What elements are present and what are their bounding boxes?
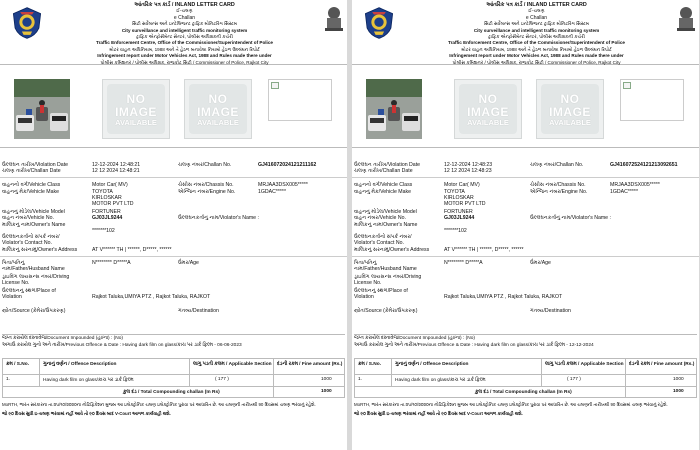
national-emblem-icon xyxy=(323,6,345,34)
row-description: Having dark film on glass/કાચ પર ડાર્ક ફિલ્મ xyxy=(395,378,486,383)
source-label: સ્ત્રોત/Source (કેમેરા/ઉપકરણ) xyxy=(354,308,418,314)
table-header-description: ગુનાનું વર્ણન / Offence Description xyxy=(43,362,117,367)
vehicle-make-line: KIRLOSKAR xyxy=(444,195,474,201)
engine-no-value: 1GDAC***** xyxy=(258,189,286,195)
vehicle-make-line: MOTOR PVT LTD xyxy=(92,201,134,207)
previous-offence: અગાઉ કરાયેલ ગુનો અને તારીખ/Previous Offence & Date : Having dark film on glass/કાચ પર ડાર્ક ફિલ્મ - 06-06-2023 xyxy=(2,343,242,348)
chassis-no-label: ચેસીસ નંબર/Chassis No. xyxy=(530,182,586,188)
row-sno: 1. xyxy=(6,377,11,382)
challan-details xyxy=(352,148,699,334)
total-fine: 1000 xyxy=(673,389,684,394)
no-image-text: NO xyxy=(126,92,146,106)
challan-date-value: 12 12 2024 12:48:21 xyxy=(92,168,140,174)
chassis-no-value: MRJAA3DSX005***** xyxy=(610,182,660,188)
vehicle-model-value: FORTUNER xyxy=(444,209,473,215)
no-image-text: AVAILABLE xyxy=(549,118,591,127)
no-image-text: NO xyxy=(478,92,498,106)
challan-no-label: ચલણ નંબર/Challan No. xyxy=(178,162,232,168)
father-name-value: N******** D*****A xyxy=(92,260,131,266)
previous-offence: અગાઉ કરાયેલ ગુનો અને તારીખ/Previous Offence & Date : Having dark film on glass/કાચ પર ડાર્ક ફિલ્મ - 12-12-2024 xyxy=(354,343,594,348)
license-no-label: ડ્રાઇવિંગ લાયસન્સ નંબર/Driving License No. xyxy=(354,274,422,286)
owner-name-value: *******102 xyxy=(92,228,115,234)
header-line: Traffic Enforcement Centre, Office of the Commissioner/Superintendent of Police xyxy=(96,40,273,46)
no-image-text: NO xyxy=(560,92,580,106)
table-header-row xyxy=(354,358,697,375)
header-line: આંતરિક પત્ર કાર્ડ / INLAND LETTER CARD xyxy=(486,2,587,8)
total-label: કુલ દંડ / Total Compounding challan (In Rs) xyxy=(475,390,572,395)
evidence-photos xyxy=(0,65,347,148)
violator-name-label: ઉલ્લંઘનકર્તાનું નામ/Violator's Name : xyxy=(178,215,259,221)
destination-label: ગંતવ્ય/Destination xyxy=(530,308,571,314)
header-line: City surveillance and intelligent traffic monitoring system xyxy=(473,27,600,33)
violation-date-label: ઉલ્લંઘન તારીખ/Violation Date xyxy=(2,162,69,168)
vehicle-class-value: Motor Car( MV) xyxy=(444,182,480,188)
vehicle-no-label: વાહન નંબર/Vehicle No. xyxy=(2,215,54,221)
vehicle-model-label: વાહનનું મોડેલ/Vehicle Model xyxy=(2,209,65,215)
vehicle-class-value: Motor Car( MV) xyxy=(92,182,128,188)
violation-date-value: 12-12-2024 12:48:23 xyxy=(444,162,493,168)
table-header-fine: દંડની રકમ / Fine amount (Rs.) xyxy=(629,362,695,367)
challan-no-value: GJ416072524121213092651 xyxy=(610,162,678,168)
no-image-placeholder xyxy=(102,79,170,139)
no-image-text: IMAGE xyxy=(467,105,509,119)
police-emblem-icon xyxy=(362,6,396,40)
header-line: પોલીસ કમિશનર / પોલીસ અધિક્ષક, રાજકોટ સિટી / Commissioner of Police, Rajkot City xyxy=(452,59,621,65)
challan-header xyxy=(352,0,699,65)
source-label: સ્ત્રોત/Source (કેમેરા/ઉપકરણ) xyxy=(2,308,66,314)
destination-label: ગંતવ્ય/Destination xyxy=(178,308,219,314)
violation-date-value: 12-12-2024 12:48:21 xyxy=(92,162,141,168)
challan-header xyxy=(0,0,347,65)
header-line: ટ્રાફિક એન્ફોર્સમેન્ટ સેન્ટર, પોલીસ અધિક્ષકની કચેરી xyxy=(488,34,585,40)
footer-notes xyxy=(354,402,697,420)
violator-contact-label: ઉલ્લંઘનકર્તાનો સંપર્ક નંબર/ Violator's Contact No. xyxy=(2,234,60,246)
no-image-placeholder xyxy=(184,79,252,139)
evidence-photos xyxy=(352,65,699,148)
header-line: Infringement report under Motor Vehicles Act, 1988 and Rules made there under xyxy=(449,53,624,59)
impound-section xyxy=(2,334,345,357)
engine-no-label: એન્જિન નંબર/Engine No. xyxy=(530,189,588,195)
engine-no-value: 1GDAC***** xyxy=(610,189,638,195)
challan-sheet-right xyxy=(352,0,699,450)
no-image-text: AVAILABLE xyxy=(467,118,509,127)
no-image-text: IMAGE xyxy=(197,105,239,119)
footer-note-morth: MoRTH, ભારત સરકારના તા.૨૫/૧૦/૨૦૨૦ના નોટિફિકેશન મુજબ આ ઇલેક્ટ્રોનિક ચલણ ઇલેક્ટ્રોનિક પુરાવા પર આધારિત છે. આ ચલણની તારીખથી 90 દિવસમાં ચલણ ભરવાનું રહેશે. xyxy=(354,402,668,407)
header-text-block xyxy=(400,2,673,66)
father-name-value: N******** D*****A xyxy=(444,260,483,266)
document-impounded: જપ્ત કરાયેલ દસ્તાવેજ/Document Impounded (હા/ના) : (No) xyxy=(2,336,123,341)
table-total-row xyxy=(354,387,697,398)
vehicle-make-line: MOTOR PVT LTD xyxy=(444,201,486,207)
challan-details xyxy=(0,148,347,334)
row-fine: 1000 xyxy=(321,377,332,382)
table-header-row xyxy=(2,358,345,375)
header-line: ટ્રાફિક એન્ફોર્સમેન્ટ સેન્ટર, પોલીસ અધિક્ષકની કચેરી xyxy=(136,34,233,40)
violator-contact-label: ઉલ્લંઘનકર્તાનો સંપર્ક નંબર/ Violator's Contact No. xyxy=(354,234,412,246)
place-label: ઉલ્લંઘનનું સ્થળ/Place of Violation xyxy=(2,288,56,300)
header-line: ઈ-ચલણ xyxy=(176,8,193,14)
vehicle-make-line: TOYOTA xyxy=(92,189,113,195)
violation-date-label: ઉલ્લંઘન તારીખ/Violation Date xyxy=(354,162,421,168)
header-line: Traffic Enforcement Centre, Office of the Commissioner/Superintendent of Police xyxy=(448,40,625,46)
license-no-label: ડ્રાઇવિંગ લાયસન્સ નંબર/Driving License No. xyxy=(2,274,70,286)
vehicle-model-value: FORTUNER xyxy=(92,209,121,215)
no-image-text: AVAILABLE xyxy=(115,118,157,127)
table-row xyxy=(354,375,697,387)
engine-no-label: એન્જિન નંબર/Engine No. xyxy=(178,189,236,195)
row-sno: 1. xyxy=(358,377,363,382)
document-impounded: જપ્ત કરાયેલ દસ્તાવેજ/Document Impounded (હા/ના) : (No) xyxy=(354,336,475,341)
violation-photo[interactable] xyxy=(14,79,70,139)
header-line: પોલીસ કમિશનર / પોલીસ અધિક્ષક, રાજકોટ સિટી / Commissioner of Police, Rajkot City xyxy=(100,59,269,65)
owner-address-value: AT V****** TH | ******, D*****, ****** xyxy=(444,247,524,253)
table-row xyxy=(2,375,345,387)
no-image-placeholder xyxy=(536,79,604,139)
row-section: ( 177 ) xyxy=(567,377,581,382)
no-image-text: NO xyxy=(208,92,228,106)
broken-image-icon xyxy=(268,79,332,121)
no-image-text: IMAGE xyxy=(115,105,157,119)
vehicle-no-value: GJ03JL9244 xyxy=(92,215,123,221)
place-value: Rajkot Taluka,UMIYA PTZ , Rajkot Taluka, RAJKOT xyxy=(444,294,563,300)
vehicle-model-label: વાહનનું મોડેલ/Vehicle Model xyxy=(354,209,417,215)
table-total-row xyxy=(2,387,345,398)
table-header-sno: ક્રમ / S.No. xyxy=(358,362,382,367)
challan-date-label: ચલણ તારીખ/Challan Date xyxy=(354,168,413,174)
total-fine: 1000 xyxy=(321,389,332,394)
table-header-fine: દંડની રકમ / Fine amount (Rs.) xyxy=(277,362,343,367)
row-fine: 1000 xyxy=(673,377,684,382)
header-line: e Challan xyxy=(173,14,196,21)
vehicle-make-label: વાહનનું મેક/Vehicle Make xyxy=(354,189,411,195)
footer-notes xyxy=(2,402,345,420)
challan-date-value: 12 12 2024 12:48:23 xyxy=(444,168,492,174)
footer-note-morth: MoRTH, ભારત સરકારના તા.૨૫/૧૦/૨૦૨૦ના નોટિફિકેશન મુજબ આ ઇલેક્ટ્રોનિક ચલણ ઇલેક્ટ્રોનિક પુરાવા પર આધારિત છે. આ ચલણની તારીખથી 90 દિવસમાં ચલણ ભરવાનું રહેશે. xyxy=(2,402,316,407)
vehicle-make-line: TOYOTA xyxy=(444,189,465,195)
header-line: e Challan xyxy=(525,14,548,21)
place-label: ઉલ્લંઘનનું સ્થળ/Place of Violation xyxy=(354,288,408,300)
no-image-text: AVAILABLE xyxy=(197,118,239,127)
footer-note-vcourt: જો ૯૦ દિવસ સુધી ઇ-ચલણ ભરવામાં નહીં આવે તો ૯૦ દિવસ બાદ V-Court આગળ કાર્યવાહી થશે. xyxy=(354,410,523,416)
no-image-text: IMAGE xyxy=(549,105,591,119)
challan-no-value: GJ416072024121211162 xyxy=(258,162,317,168)
owner-name-label: માલિકનું નામ/Owner's Name xyxy=(354,222,418,228)
owner-address-label: માલિકનું સરનામું/Owner's Address xyxy=(354,247,430,253)
vehicle-make-line: KIRLOSKAR xyxy=(92,195,122,201)
table-header-sno: ક્રમ / S.No. xyxy=(6,362,30,367)
police-emblem-icon xyxy=(10,6,44,40)
place-value: Rajkot Taluka,UMIYA PTZ , Rajkot Taluka, RAJKOT xyxy=(92,294,211,300)
broken-image-icon xyxy=(620,79,684,121)
header-line: Infringement report under Motor Vehicles Act, 1988 and Rules made there under xyxy=(97,53,272,59)
vehicle-class-label: વાહનનો વર્ગ/Vehicle Class xyxy=(2,182,61,188)
header-line: આંતરિક પત્ર કાર્ડ / INLAND LETTER CARD xyxy=(134,2,235,8)
offence-table xyxy=(2,358,345,398)
challan-sheet-left xyxy=(0,0,347,450)
vehicle-no-value: GJ03JL9244 xyxy=(444,215,475,221)
table-header-section: લાગુ પડતી કલમ / Applicable Section xyxy=(545,362,624,367)
father-name-label: પિતા/પતિનું નામ/Father/Husband Name xyxy=(2,260,65,272)
owner-name-label: માલિકનું નામ/Owner's Name xyxy=(2,222,66,228)
header-text-block xyxy=(48,2,321,66)
header-line: મોટર વાહન અધિનિયમ, 1988 અને તે હેઠળ બનાવેલા નિયમો હેઠળ ઉલ્લંઘન રિપોર્ટ xyxy=(461,46,612,52)
owner-name-value: *******102 xyxy=(444,228,467,234)
age-label: ઉંમર/Age xyxy=(530,260,551,266)
owner-address-label: માલિકનું સરનામું/Owner's Address xyxy=(2,247,78,253)
table-header-description: ગુનાનું વર્ણન / Offence Description xyxy=(395,362,469,367)
table-header-section: લાગુ પડતી કલમ / Applicable Section xyxy=(193,362,272,367)
total-label: કુલ દંડ / Total Compounding challan (In Rs) xyxy=(123,390,220,395)
row-section: ( 177 ) xyxy=(215,377,229,382)
vehicle-make-label: વાહનનું મેક/Vehicle Make xyxy=(2,189,59,195)
national-emblem-icon xyxy=(675,6,697,34)
no-image-placeholder xyxy=(454,79,522,139)
vehicle-no-label: વાહન નંબર/Vehicle No. xyxy=(354,215,406,221)
impound-section xyxy=(354,334,697,357)
chassis-no-value: MRJAA3DSX005***** xyxy=(258,182,308,188)
chassis-no-label: ચેસીસ નંબર/Chassis No. xyxy=(178,182,234,188)
row-description: Having dark film on glass/કાચ પર ડાર્ક ફિલ્મ xyxy=(43,378,134,383)
offence-table xyxy=(354,358,697,398)
header-line: ઈ-ચલણ xyxy=(528,8,545,14)
vehicle-class-label: વાહનનો વર્ગ/Vehicle Class xyxy=(354,182,413,188)
header-line: સિટી સર્વેલન્સ અને ઇન્ટેલિજન્ટ ટ્રાફિક મોનિટરિંગ સિસ્ટમ xyxy=(131,21,238,27)
father-name-label: પિતા/પતિનું નામ/Father/Husband Name xyxy=(354,260,417,272)
header-line: City surveillance and intelligent traffic monitoring system xyxy=(121,27,248,33)
challan-no-label: ચલણ નંબર/Challan No. xyxy=(530,162,584,168)
age-label: ઉંમર/Age xyxy=(178,260,199,266)
challan-date-label: ચલણ તારીખ/Challan Date xyxy=(2,168,61,174)
header-line: મોટર વાહન અધિનિયમ, 1988 અને તે હેઠળ બનાવેલા નિયમો હેઠળ ઉલ્લંઘન રિપોર્ટ xyxy=(109,46,260,52)
violator-name-label: ઉલ્લંઘનકર્તાનું નામ/Violator's Name : xyxy=(530,215,611,221)
violation-photo[interactable] xyxy=(366,79,422,139)
header-line: સિટી સર્વેલન્સ અને ઇન્ટેલિજન્ટ ટ્રાફિક મોનિટરિંગ સિસ્ટમ xyxy=(483,21,590,27)
owner-address-value: AT V****** TH | ******, D*****, ****** xyxy=(92,247,172,253)
footer-note-vcourt: જો ૯૦ દિવસ સુધી ઇ-ચલણ ભરવામાં નહીં આવે તો ૯૦ દિવસ બાદ V-Court આગળ કાર્યવાહી થશે. xyxy=(2,410,171,416)
